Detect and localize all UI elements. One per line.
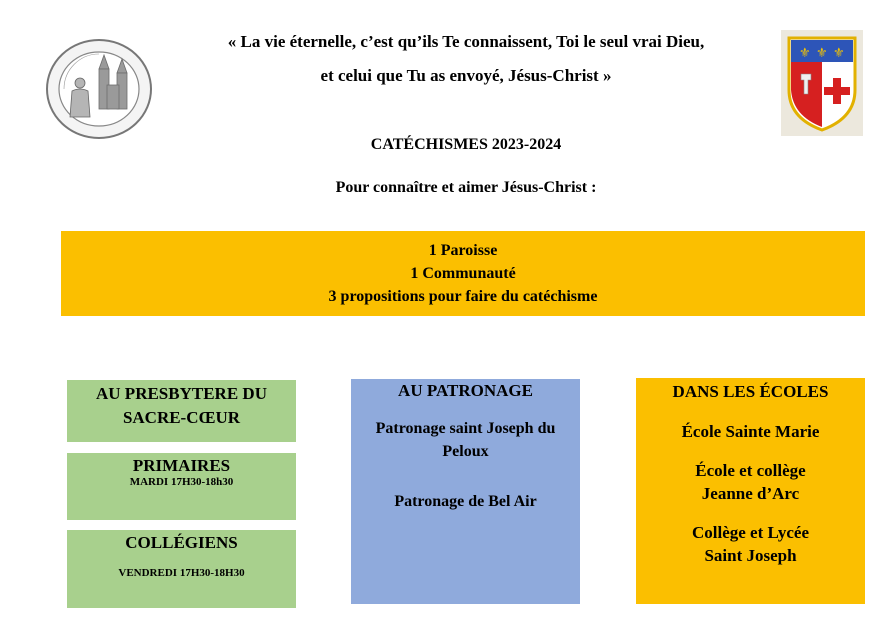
presbytere-header-box [67, 380, 296, 442]
page-subtitle: Pour connaître et aimer Jésus-Christ : [335, 179, 597, 196]
patronage-item-peloux [351, 417, 580, 463]
patronage-item-peloux-line-2: Peloux [442, 443, 489, 460]
ecole-jeanne-darc-line-2: Jeanne d’Arc [701, 484, 800, 503]
college-saint-joseph [636, 521, 865, 567]
parish-seal-logo [44, 37, 154, 141]
presbytere-title-line-2: SACRE-CŒUR [122, 408, 241, 427]
presbytere-title-line-1: AU PRESBYTERE DU [96, 384, 267, 403]
ecole-jeanne-darc [636, 459, 865, 505]
collegiens-box [67, 530, 296, 608]
collegiens-schedule: VENDREDI 17H30-18H30 [118, 567, 245, 579]
banner-line-paroisse: 1 Paroisse [428, 242, 498, 259]
ecole-sainte-marie: École Sainte Marie [681, 422, 820, 441]
patronage-title: AU PATRONAGE [398, 381, 533, 400]
svg-text:⚜: ⚜ [816, 46, 828, 61]
college-saint-joseph-line-1: Collège et Lycée [691, 523, 810, 542]
patronage-item-peloux-line-1: Patronage saint Joseph du [375, 420, 556, 437]
svg-text:⚜: ⚜ [833, 46, 845, 61]
ecoles-title: DANS LES ÉCOLES [672, 382, 829, 401]
page-title: CATÉCHISMES 2023-2024 [370, 136, 562, 153]
quote-line-2: et celui que Tu as envoyé, Jésus-Christ » [320, 66, 612, 85]
collegiens-title: COLLÉGIENS [125, 533, 238, 552]
patronage-item-bel-air: Patronage de Bel Air [394, 493, 537, 510]
banner-line-propositions: 3 propositions pour faire du catéchisme [328, 288, 598, 305]
propositions-banner [61, 231, 865, 316]
patronage-box [351, 379, 580, 604]
primaires-box [67, 453, 296, 520]
banner-line-communaute: 1 Communauté [410, 265, 516, 282]
ecole-jeanne-darc-line-1: École et collège [695, 461, 806, 480]
ecoles-box [636, 378, 865, 604]
primaires-title: PRIMAIRES [132, 456, 231, 475]
coat-of-arms-logo [781, 30, 863, 136]
primaires-schedule: MARDI 17H30-18h30 [129, 476, 234, 488]
quote-line-1: « La vie éternelle, c’est qu’ils Te connaissent, Toi le seul vrai Dieu, [227, 32, 705, 51]
college-saint-joseph-line-2: Saint Joseph [704, 546, 797, 565]
svg-text:⚜: ⚜ [799, 46, 811, 61]
